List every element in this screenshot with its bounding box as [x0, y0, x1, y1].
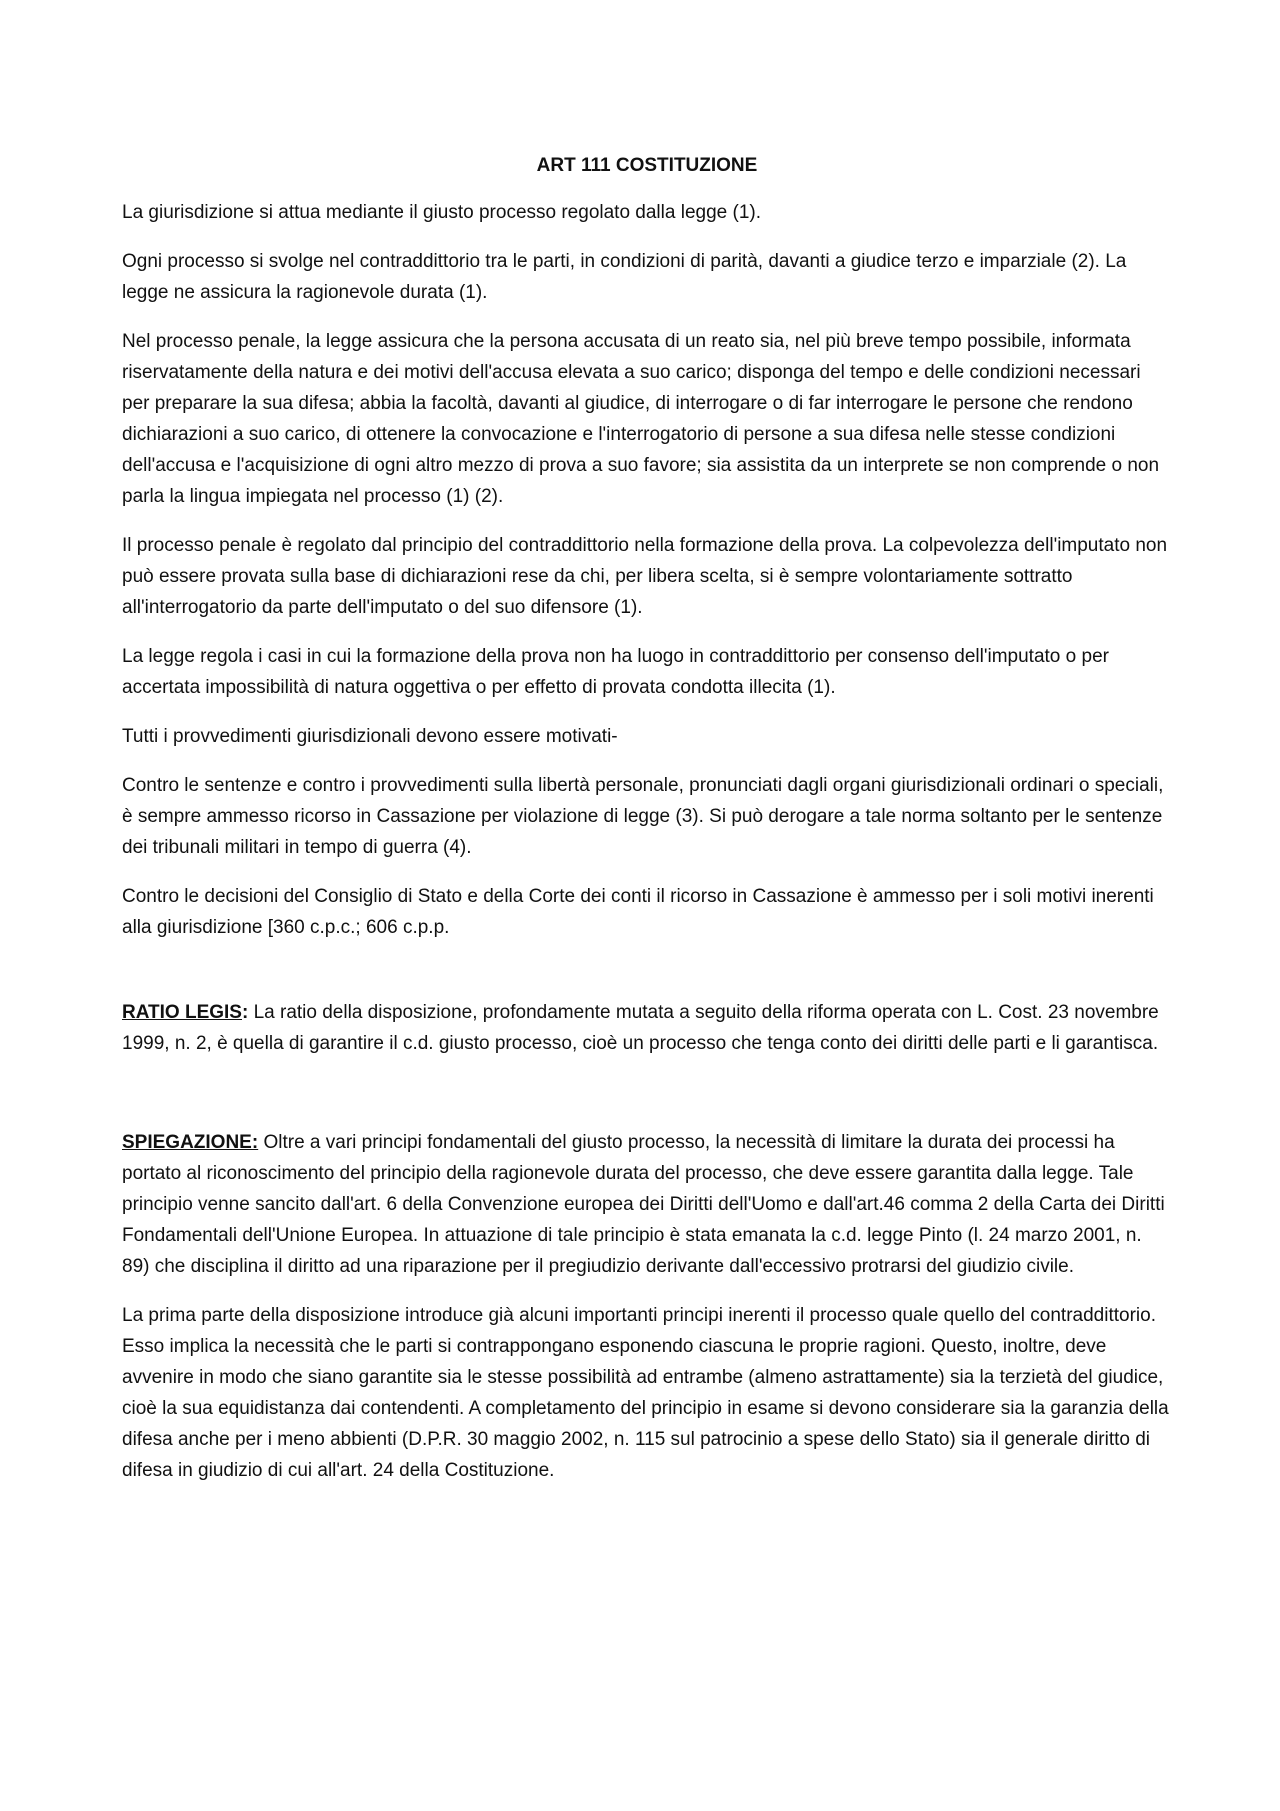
article-paragraph: Tutti i provvedimenti giurisdizionali devono essere motivati- [122, 726, 618, 747]
spiegazione-paragraph-2: La prima parte della disposizione introduce già alcuni importanti principi inerenti il processo quale quello del contraddittorio. Esso implica la necessità che le parti si contrappongano esponendo ciascuna le proprie ragioni. Questo, inoltre, deve avvenire in modo che siano garantite sia le stesse possibilità ad entrambe (almeno astrattamente) sia la terzietà del giudice, cioè la sua equidistanza dai contendenti. A completamento del principio in esame si devono considerare sia la garanzia della difesa anche per i meno abbienti (D.P.R. 30 maggio 2002, n. 115 sul patrocinio a spese dello Stato) sia il generale diritto di difesa in giudizio di cui all'art. 24 della Costituzione. [122, 1305, 1169, 1481]
page-title: ART 111 COSTITUZIONE [536, 155, 758, 176]
article-paragraph: Nel processo penale, la legge assicura che la persona accusata di un reato sia, nel più breve tempo possibile, informata riservatamente della natura e dei motivi dell'accusa elevata a suo carico; disponga del tempo e delle condizioni necessari per preparare la sua difesa; abbia la facoltà, davanti al giudice, di interrogare o di far interrogare le persone che rendono dichiarazioni a suo carico, di ottenere la convocazione e l'interrogatorio di persone a sua difesa nelle stesse condizioni dell'accusa e l'acquisizione di ogni altro mezzo di prova a suo favore; sia assistita da un interprete se non comprende o non parla la lingua impiegata nel processo (1) (2). [122, 331, 1160, 507]
article-paragraph: La giurisdizione si attua mediante il giusto processo regolato dalla legge (1). [122, 202, 761, 223]
document-page [122, 150, 1172, 1504]
ratio-legis-text: La ratio della disposizione, profondamente mutata a seguito della riforma operata con L. Cost. 23 novembre 1999, n. 2, è quella di garantire il c.d. giusto processo, cioè un processo che tenga conto dei diritti delle parti e li garantisca. [122, 1002, 1159, 1054]
spiegazione-section [122, 1127, 1172, 1282]
article-paragraph: Ogni processo si svolge nel contraddittorio tra le parti, in condizioni di parità, davanti a giudice terzo e imparziale (2). La legge ne assicura la ragionevole durata (1). [122, 251, 1127, 303]
ratio-legis-section [122, 997, 1172, 1059]
ratio-legis-heading: RATIO LEGIS [122, 1002, 242, 1023]
article-text [122, 197, 1172, 943]
spiegazione-heading: SPIEGAZIONE: [122, 1132, 259, 1153]
article-paragraph: Il processo penale è regolato dal principio del contraddittorio nella formazione della prova. La colpevolezza dell'imputato non può essere provata sulla base di dichiarazioni rese da chi, per libera scelta, si è sempre volontariamente sottratto all'interrogatorio da parte dell'imputato o del suo difensore (1). [122, 535, 1168, 618]
article-paragraph: La legge regola i casi in cui la formazione della prova non ha luogo in contraddittorio per consenso dell'imputato o per accertata impossibilità di natura oggettiva o per effetto di provata condotta illecita (1). [122, 646, 1109, 698]
ratio-legis-colon: : [241, 1002, 249, 1023]
spiegazione-text: Oltre a vari principi fondamentali del giusto processo, la necessità di limitare la durata dei processi ha portato al riconoscimento del principio della ragionevole durata del processo, che deve essere garantita dalla legge. Tale principio venne sancito dall'art. 6 della Convenzione europea dei Diritti dell'Uomo e dall'art.46 comma 2 della Carta dei Diritti Fondamentali dell'Unione Europea. In attuazione di tale principio è stata emanata la c.d. legge Pinto (l. 24 marzo 2001, n. 89) che disciplina il diritto ad una riparazione per il pregiudizio derivante dall'eccessivo protrarsi del giudizio civile. [122, 1132, 1165, 1277]
article-paragraph: Contro le sentenze e contro i provvedimenti sulla libertà personale, pronunciati dagli organi giurisdizionali ordinari o speciali, è sempre ammesso ricorso in Cassazione per violazione di legge (3). Si può derogare a tale norma soltanto per le sentenze dei tribunali militari in tempo di guerra (4). [122, 775, 1164, 858]
article-paragraph: Contro le decisioni del Consiglio di Stato e della Corte dei conti il ricorso in Cassazione è ammesso per i soli motivi inerenti alla giurisdizione [360 c.p.c.; 606 c.p.p. [122, 886, 1154, 938]
